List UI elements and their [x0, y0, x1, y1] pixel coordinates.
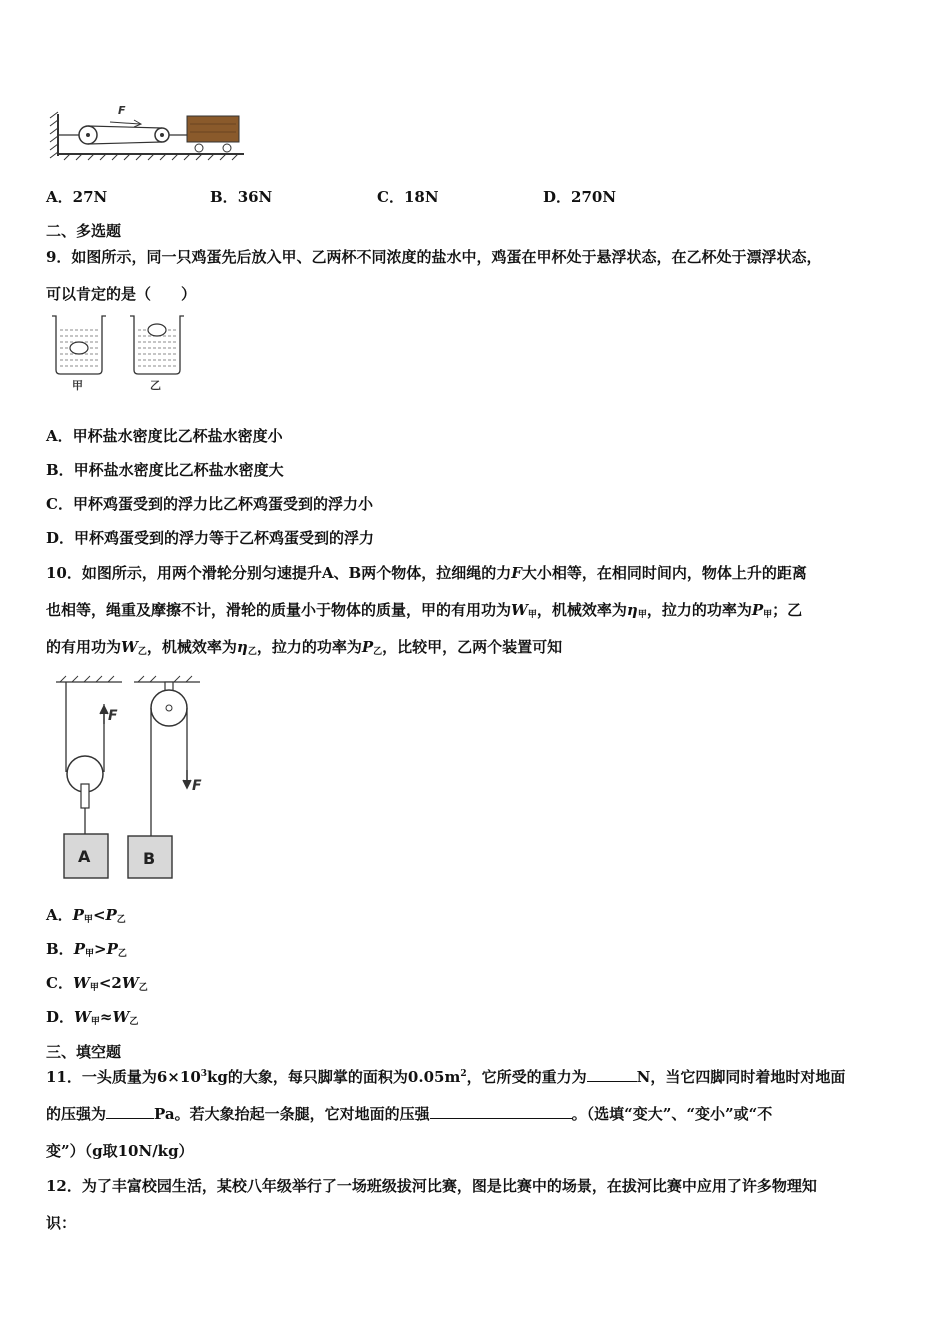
q11-stem-line2: 的压强为 Pa。若大象抬起一条腿，它对地面的压强 。（选填“变大”、“变小”或“不: [46, 1105, 773, 1123]
section-title-fill-in: 三、填空题: [46, 1043, 122, 1061]
q8-option-d: D．270N: [543, 188, 617, 206]
section-title-multiple-choice: 二、多选题: [46, 222, 122, 240]
q9-stem-line2: 可以肯定的是（ ）: [46, 285, 197, 303]
pulley-systems-figure: [50, 672, 210, 882]
q12-stem-line1: 12．为了丰富校园生活，某校八年级举行了一场班级拔河比赛，图是比赛中的场景，在拔河比赛中应用了许多物理知: [46, 1177, 817, 1195]
q10-stem-line1: 10．如图所示，用两个滑轮分别匀速提升A、B两个物体，拉细绳的力F大小相等，在相同时间内，物体上升的距离: [46, 564, 807, 582]
pulley-cart-figure: [44, 100, 249, 164]
force-label: F: [118, 104, 126, 117]
q9-option-c: C．甲杯鸡蛋受到的浮力比乙杯鸡蛋受到的浮力小: [46, 495, 373, 513]
force-label-jia: F: [108, 708, 118, 724]
block-b-label: B: [143, 849, 156, 868]
answer-blank-weight[interactable]: [587, 1067, 637, 1082]
egg: [148, 324, 166, 336]
q9-option-b: B．甲杯盐水密度比乙杯盐水密度大: [46, 461, 284, 479]
force-arrow-down: [183, 770, 191, 788]
q9-option-d: D．甲杯鸡蛋受到的浮力等于乙杯鸡蛋受到的浮力: [46, 529, 375, 547]
ceiling: [56, 676, 200, 682]
block-a-label: A: [78, 847, 91, 866]
cart-wheel: [223, 144, 231, 152]
q10-stem-line3: 的有用功为$W_乙$，机械效率为$\eta_乙$，拉力的功率为$P_乙$，比较甲，乙两个装置可知: [46, 638, 563, 657]
q10-option-b: B．$P_甲>P_乙$: [46, 940, 127, 959]
q8-option-a: A．27N: [46, 188, 108, 206]
q10-option-d: D．$W_甲\approx W_乙$: [46, 1008, 139, 1027]
cart-wheel: [195, 144, 203, 152]
q11-stem-line1: 11．一头质量为$6\times 10^3kg$的大象，每只脚掌的面积为$0.05m^2$，它所受的重力为 N，当它四脚同时着地时对地面: [46, 1068, 846, 1086]
wooden-cart: [187, 116, 239, 142]
beakers-figure: [48, 312, 188, 394]
egg: [70, 342, 88, 354]
answer-blank-change[interactable]: [430, 1104, 572, 1119]
q10-option-c: C．$W_甲<2W_乙$: [46, 974, 148, 993]
q11-stem-line3: 变”）（g取10N/kg）: [46, 1142, 194, 1160]
q10-option-a: A．$P_甲<P_乙$: [46, 906, 126, 925]
q9-stem-line1: 9．如图所示，同一只鸡蛋先后放入甲、乙两杯不同浓度的盐水中，鸡蛋在甲杯处于悬浮状态，在乙杯处于漂浮状态，: [46, 248, 822, 266]
beaker-jia: [52, 316, 106, 374]
force-arrow: [110, 120, 141, 127]
beaker-label-jia: 甲: [72, 379, 83, 392]
beaker-label-yi: 乙: [150, 379, 161, 392]
beaker-yi: [130, 316, 184, 374]
q8-option-b: B．36N: [210, 188, 273, 206]
force-arrow-up: [100, 706, 108, 724]
q9-option-a: A．甲杯盐水密度比乙杯盐水密度小: [46, 427, 283, 445]
wall: [50, 112, 58, 158]
q8-option-c: C．18N: [377, 188, 439, 206]
q12-stem-line2: 识：: [46, 1214, 77, 1232]
force-label-yi: F: [192, 778, 202, 794]
answer-blank-pressure[interactable]: [106, 1104, 154, 1119]
ground: [58, 154, 244, 160]
q10-stem-line2: 也相等，绳重及摩擦不计，滑轮的质量小于物体的质量，甲的有用功为$W_甲$，机械效率为$\eta_甲$，拉力的功率为$P_甲$；乙: [46, 601, 803, 620]
